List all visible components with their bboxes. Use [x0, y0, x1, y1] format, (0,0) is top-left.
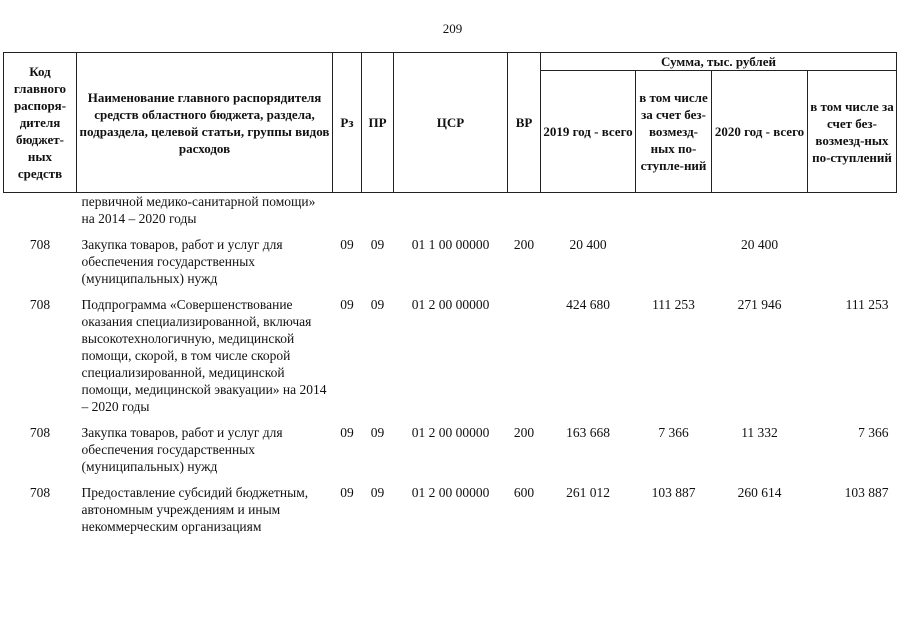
header-name: Наименование главного распорядителя средств областного бюджета, раздела, подраздела, целевой статьи, группы видов расходов [77, 53, 333, 193]
table-row [4, 475, 897, 535]
cell-code: 708 [29, 237, 51, 252]
cell-2019-free: 111 253 [652, 297, 695, 312]
cell-vr [508, 287, 541, 415]
header-csr: ЦСР [394, 53, 508, 193]
cell-vr: 600 [513, 485, 535, 500]
cell-2019-free: 7 366 [658, 425, 689, 440]
cell-name: Закупка товаров, работ и услуг для обеспечения государственных (муниципальных) нужд [81, 237, 283, 286]
cell-csr: 01 2 00 00000 [411, 425, 490, 440]
header-rz: Рз [333, 53, 362, 193]
table-row [4, 227, 897, 287]
cell-pr: 09 [370, 485, 385, 500]
header-sum-group: Сумма, тыс. рублей [541, 53, 897, 71]
cell-csr: 01 1 00 00000 [411, 237, 490, 252]
cell-rz: 09 [340, 297, 354, 312]
header-2020-free: в том числе за счет без-возмезд-ных по-ступлений [808, 71, 897, 193]
page-number: 209 [442, 21, 463, 36]
header-2020-total: 2020 год - всего [712, 71, 808, 193]
cell-2019-total: 424 680 [566, 297, 610, 312]
header-vr: ВР [508, 53, 541, 193]
cell-rz: 09 [340, 485, 354, 500]
cell-name: Закупка товаров, работ и услуг для обеспечения государственных (муниципальных) нужд [81, 425, 283, 474]
cell-pr: 09 [370, 237, 385, 252]
cell-2020-free: 111 253 [845, 297, 889, 312]
cell-vr: 200 [513, 237, 535, 252]
cell-2019-total: 163 668 [566, 425, 610, 440]
cell-code: 708 [29, 485, 51, 500]
cell-2019-free [636, 227, 712, 287]
budget-table [3, 52, 897, 535]
cell-pr: 09 [370, 425, 385, 440]
header-2019-free: в том числе за счет без-возмезд-ных по-ступле-ний [636, 71, 712, 193]
cell-name: Подпрограмма «Совершенствование оказания специализированной, включая высокотехнологичную, медицинской помощи, скорой, в том числе скорой специализированной, медицинской помощи, медицинской эвакуации» на 2014 – 2020 годы [81, 297, 327, 414]
cell-csr: 01 2 00 00000 [411, 485, 490, 500]
table-header [4, 53, 897, 193]
cell-2019-total: 261 012 [566, 485, 610, 500]
cell-2020-total: 271 946 [737, 297, 782, 312]
cell-2020-free: 103 887 [844, 485, 889, 500]
cell-2020-free [808, 227, 897, 287]
cell-csr: 01 2 00 00000 [411, 297, 490, 312]
table-row [4, 415, 897, 475]
cell-rz: 09 [340, 425, 354, 440]
header-pr: ПР [362, 53, 394, 193]
cell-pr: 09 [370, 297, 385, 312]
cell-2020-total: 260 614 [737, 485, 782, 500]
header-code: Код главного распоря-дителя бюджет-ных средств [4, 53, 77, 193]
cell-name: первичной медико-санитарной помощи» на 2014 – 2020 годы [81, 194, 316, 226]
header-2019-total: 2019 год - всего [541, 71, 636, 193]
cell-2020-total: 20 400 [740, 237, 779, 252]
table-row [4, 287, 897, 415]
cell-2020-free: 7 366 [858, 425, 889, 440]
cell-2019-total: 20 400 [569, 237, 607, 252]
cell-code: 708 [29, 425, 51, 440]
cell-name: Предоставление субсидий бюджетным, автономным учреждениям и иным некоммерческим организациям [81, 485, 309, 534]
cell-code: 708 [29, 297, 51, 312]
cell-rz: 09 [340, 237, 354, 252]
cell-2020-total: 11 332 [741, 425, 778, 440]
table-row-continuation [4, 193, 897, 228]
cell-2019-free: 103 887 [651, 485, 696, 500]
cell-code [4, 193, 77, 228]
table-body [4, 193, 897, 536]
cell-vr: 200 [513, 425, 535, 440]
